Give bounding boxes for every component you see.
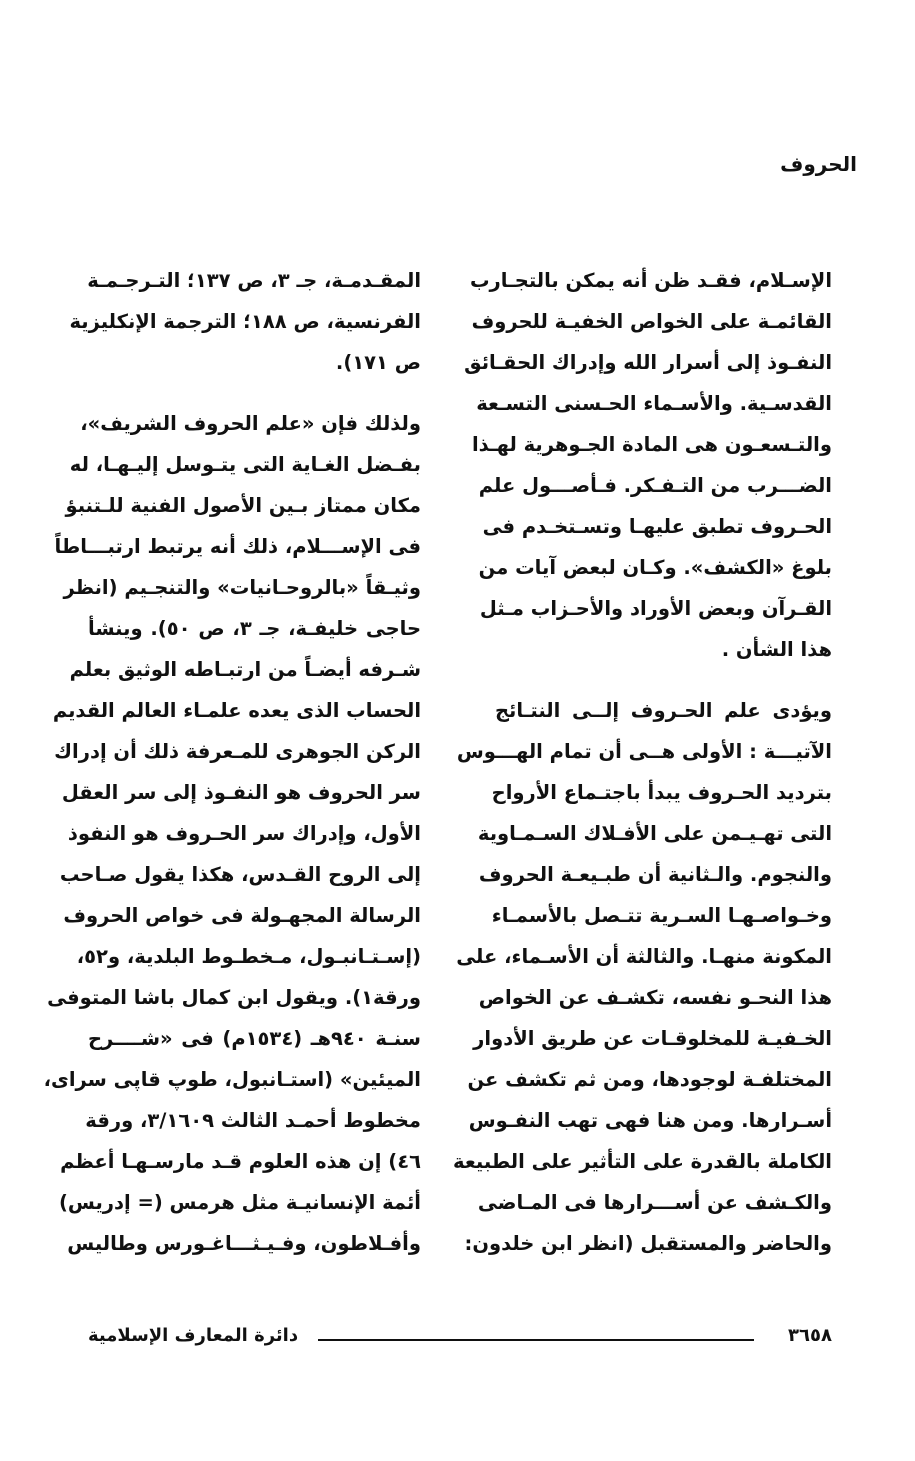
paragraph — [43, 405, 421, 1266]
text-line: النفـوذ إلى أسرار الله وإدراك الحقـائق — [464, 351, 832, 374]
footer-rule — [318, 1339, 754, 1341]
text-line: ص ١٧١). — [335, 351, 421, 374]
text-line: سنـة ٩٤٠هـ (١٥٣٤م) فى «شــــرح — [88, 1027, 421, 1050]
text-line: الركن الجوهرى للمـعرفة ذلك أن إدراك — [54, 740, 421, 763]
text-line: (إسـتـانبـول، مـخطـوط البلدية، و٥٢، — [76, 945, 421, 968]
text-line: بلوغ «الكشف». وكـان لبعض آيات من — [478, 556, 832, 579]
text-line: فى الإســـلام، ذلك أنه يرتبط ارتبـــاطاً — [54, 535, 421, 558]
text-line: ويؤدى علم الحـروف إلــى النتـائج — [495, 699, 832, 722]
paragraph — [453, 692, 832, 1266]
text-line: ورقة١). ويقول ابن كمال باشا المتوفى — [47, 986, 421, 1009]
text-line: والحاضر والمستقبل (انظر ابن خلدون: — [464, 1232, 832, 1255]
page-number: ٣٦٥٨ — [788, 1325, 832, 1346]
text-line: التى تهـيـمن على الأفـلاك السـمـاوية — [477, 822, 832, 845]
text-line: والنجوم. والـثانية أن طبـيعـة الحروف — [478, 863, 832, 886]
text-line: وخـواصـهـا السـرية تتـصل بالأسمـاء — [491, 904, 832, 927]
text-line: هذا النحـو نفسه، تكشـف عن الخواص — [478, 986, 832, 1009]
text-line: القائمـة على الخواص الخفيـة للحروف — [471, 310, 832, 333]
text-line: مكان ممتاز بـين الأصول الفنية للـتنبؤ — [65, 494, 421, 517]
text-line: هذا الشأن . — [721, 638, 832, 661]
publication-title: دائرة المعارف الإسلامية — [88, 1325, 299, 1346]
text-line: وثيـقاً «بالروحـانيات» والتنجـيم (انظر — [63, 576, 421, 599]
text-line: الأول، وإدراك سر الحـروف هو النفوذ — [67, 822, 421, 845]
text-line: شـرفه أيضـاً من ارتبـاطه الوثيق بعلم — [69, 658, 421, 681]
text-line: الرسالة المجهـولة فى خواص الحروف — [63, 904, 421, 927]
text-line: القدسـية. والأسـماء الحـسنى التسـعة — [476, 392, 832, 415]
text-line: إلى الروح القـدس، هكذا يقول صـاحب — [59, 863, 421, 886]
text-line: أئمة الإنسانيـة مثل هرمس (= إدريس) — [58, 1191, 421, 1214]
text-line: الكاملة بالقدرة على التأثير على الطبيعة — [453, 1150, 832, 1173]
text-line: ولذلك فإن «علم الحروف الشريف»، — [80, 412, 421, 435]
text-line: سر الحروف هو النفـوذ إلى سر العقل — [61, 781, 421, 804]
text-line: أسـرارها. ومن هنا فهى تهب النفـوس — [468, 1109, 832, 1132]
right-column — [453, 262, 832, 1286]
text-line: والكـشف عن أســـرارها فى المـاضى — [477, 1191, 832, 1214]
text-line: الخـفيـة للمخلوقـات عن طريق الأدوار — [473, 1027, 832, 1050]
text-line: بترديد الحـروف يبدأ باجتـماع الأرواح — [491, 781, 832, 804]
text-line: حاجى خليفـة، جـ ٣، ص ٥٠). وينشأ — [88, 617, 421, 640]
text-line: الحساب الذى يعده علمـاء العالم القديم — [52, 699, 421, 722]
text-line: الفرنسية، ص ١٨٨؛ الترجمة الإنكليزية — [69, 310, 421, 333]
text-line: وأفـلاطون، وفـيـثـــاغـورس وطاليس — [67, 1232, 421, 1255]
text-line: بفـضل الغـاية التى يتـوسل إليـهـا، له — [69, 453, 421, 476]
text-line: القـرآن وبعض الأوراد والأحـزاب مـثل — [479, 597, 832, 620]
text-line: الحـروف تطبق عليهـا وتسـتخـدم فى — [482, 515, 832, 538]
text-line: الميئين» (استـانبول، طوپ قاپى سراى، — [43, 1068, 421, 1091]
text-line: ٤٦) إن هذه العلوم قـد مارسـهـا أعظم — [60, 1150, 421, 1173]
text-line: والتـسعـون هى المادة الجـوهرية لهـذا — [471, 433, 832, 456]
paragraph — [69, 262, 421, 385]
page-footer — [88, 1325, 832, 1355]
running-header: الحروف — [780, 152, 857, 176]
text-line: الضـــرب من التـفـكر. فـأصـــول علم — [478, 474, 832, 497]
text-line: الإسـلام، فقـد ظن أنه يمكن بالتجـارب — [469, 269, 832, 292]
text-line: المختلفـة لوجودها، ومن ثم تكشف عن — [467, 1068, 832, 1091]
left-column — [43, 262, 421, 1286]
text-line: مخطوط أحمـد الثالث ٣/١٦٠٩، ورقة — [85, 1109, 421, 1132]
paragraph — [464, 262, 832, 672]
text-line: المقـدمـة، جـ ٣، ص ١٣٧؛ التـرجـمـة — [87, 269, 421, 292]
text-line: المكونة منهـا. والثالثة أن الأسـماء، على — [456, 945, 832, 968]
text-line: الآتيـــة : الأولى هــى أن تمام الهـــوس — [456, 740, 832, 763]
